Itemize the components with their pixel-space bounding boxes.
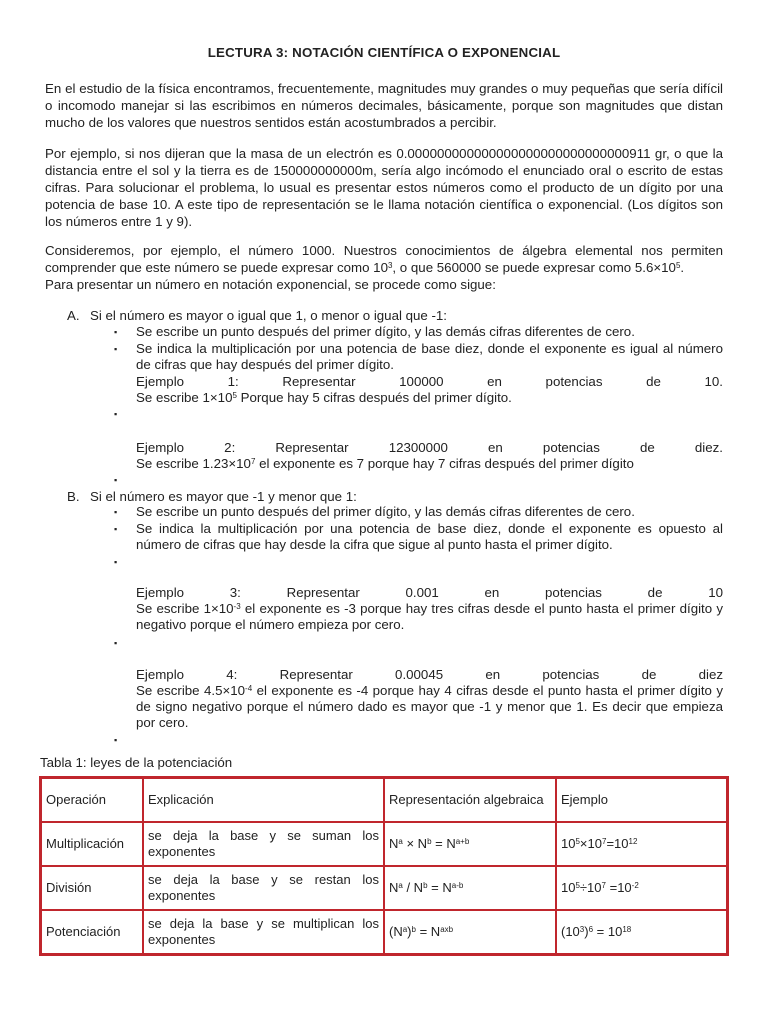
cell-explanation: se deja la base y se restan los exponentes bbox=[143, 866, 384, 910]
page-title: LECTURA 3: NOTACIÓN CIENTÍFICA O EXPONENCIAL bbox=[207, 45, 561, 60]
cell-explanation: se deja la base y se multiplican los exponentes bbox=[143, 910, 384, 954]
table-row bbox=[41, 866, 727, 910]
section-a-heading: Si el número es mayor o igual que 1, o menor o igual que -1: bbox=[90, 308, 448, 323]
table-row bbox=[41, 822, 727, 866]
header-explanation: Explicación bbox=[143, 778, 384, 822]
example-2-label: Ejemplo 2: Representar 12300000 en potencias de diez. bbox=[136, 440, 723, 455]
example-4-answer: Se escribe $4.5\times 10^{-4}$ el exponente es -4 porque hay 4 cifras desde el punto hasta el primer dígito y de signo negativo porque el número dado es mayor que -1 y menor que 1. Es decir que empieza por cero. bbox=[136, 683, 723, 730]
cell-operation: Potenciación bbox=[41, 910, 143, 954]
section-b-bullet-1: Se escribe un punto después del primer dígito, y las demás cifras diferentes de cero. bbox=[136, 504, 635, 519]
example-3-answer: Se escribe $1\times 10^{-3}$ el exponente es -3 porque hay tres cifras desde el punto hasta el primer dígito y negativo porque el número empieza por cero. bbox=[136, 601, 724, 632]
section-b-bullet-2: Se indica la multiplicación por una potencia de base diez, donde el exponente es opuesto al número de cifras que hay desde la cifra que sigue al punto hasta el primer dígito. bbox=[136, 521, 723, 552]
power-laws-table bbox=[39, 776, 729, 956]
table-row bbox=[41, 910, 727, 954]
bullet-icon: ▪ bbox=[114, 327, 118, 337]
example-1-answer: Se escribe $1\times 10^5$ Porque hay 5 cifras después del primer dígito. bbox=[136, 390, 512, 405]
cell-representation: $N^a / N^b = N^{a-b}$ bbox=[384, 866, 556, 910]
bullet-icon: ▪ bbox=[114, 344, 118, 354]
cell-example: $10^5\div 10^7 =10^{-2}$ bbox=[556, 866, 727, 910]
section-a-bullet-1: Se escribe un punto después del primer dígito, y las demás cifras diferentes de cero. bbox=[136, 324, 635, 339]
consider-paragraph: Consideremos, por ejemplo, el número 1000. Nuestros conocimientos de álgebra elemental nos permiten comprender que este número se puede expresar como $10^3$, o que 560000 se puede expresar como $5.6\times 10^5$. Para presentar un número en notación exponencial, se procede como sigue: bbox=[45, 243, 723, 292]
section-b-heading: Si el número es mayor que -1 y menor que 1: bbox=[90, 489, 357, 504]
table-caption: Tabla 1: leyes de la potenciación bbox=[40, 755, 233, 770]
bullet-icon: ▪ bbox=[114, 524, 118, 534]
cell-representation: $(N^a)^b = N^{axb}$ bbox=[384, 910, 556, 954]
section-b-letter: B. bbox=[67, 489, 80, 504]
bullet-icon: ▪ bbox=[114, 735, 118, 745]
bullet-icon: ▪ bbox=[114, 638, 118, 648]
cell-explanation: se deja la base y se suman los exponentes bbox=[143, 822, 384, 866]
bullet-icon: ▪ bbox=[114, 507, 118, 517]
cell-operation: Multiplicación bbox=[41, 822, 143, 866]
bullet-icon: ▪ bbox=[114, 475, 118, 485]
bullet-icon: ▪ bbox=[114, 557, 118, 567]
example-3-label: Ejemplo 3: Representar 0.001 en potencias de 10 bbox=[136, 585, 723, 600]
cell-operation: División bbox=[41, 866, 143, 910]
header-operation: Operación bbox=[41, 778, 143, 822]
table-header-row bbox=[41, 778, 727, 822]
section-a-letter: A. bbox=[67, 308, 80, 323]
example-paragraph: Por ejemplo, si nos dijeran que la masa de un electrón es 0.000000000000000000000000000000911 gr, o que la distancia entre el sol y la tierra es de 150000000000m, sería algo incómodo el enunciado oral o escrito de estas cifras. Para solucionar el problema, lo usual es presentar estos números como el producto de un dígito por una potencia de base 10. A este tipo de representación se le llama notación científica o exponencial. (Los dígitos son los números entre 1 y 9). bbox=[45, 146, 723, 229]
example-1-label: Ejemplo 1: Representar 100000 en potencias de 10. bbox=[136, 374, 723, 389]
intro-paragraph: En el estudio de la física encontramos, frecuentemente, magnitudes muy grandes o muy pequeñas que sería difícil o incomodo manejar si las escribimos en números decimales, básicamente, porque son magnitudes que distan mucho de los valores que nuestros sentidos están acostumbrados a percibir. bbox=[45, 81, 723, 130]
example-4-label: Ejemplo 4: Representar 0.00045 en potencias de diez bbox=[136, 667, 723, 682]
header-representation: Representación algebraica bbox=[384, 778, 556, 822]
cell-representation: $N^a \times N^b = N^{a+b}$ bbox=[384, 822, 556, 866]
section-a-bullet-2: Se indica la multiplicación por una potencia de base diez, donde el exponente es igual al número de cifras que hay después del primer dígito. bbox=[136, 341, 723, 372]
example-2-answer: Se escribe $1.23\times 10^7$ el exponente es 7 porque hay 7 cifras después del primer dígito bbox=[136, 456, 634, 471]
cell-example: $(10^3)^6 = 10^{18}$ bbox=[556, 910, 727, 954]
bullet-icon: ▪ bbox=[114, 409, 118, 419]
cell-example: $10^5\times 10^7=10^{12}$ bbox=[556, 822, 727, 866]
header-example: Ejemplo bbox=[556, 778, 727, 822]
